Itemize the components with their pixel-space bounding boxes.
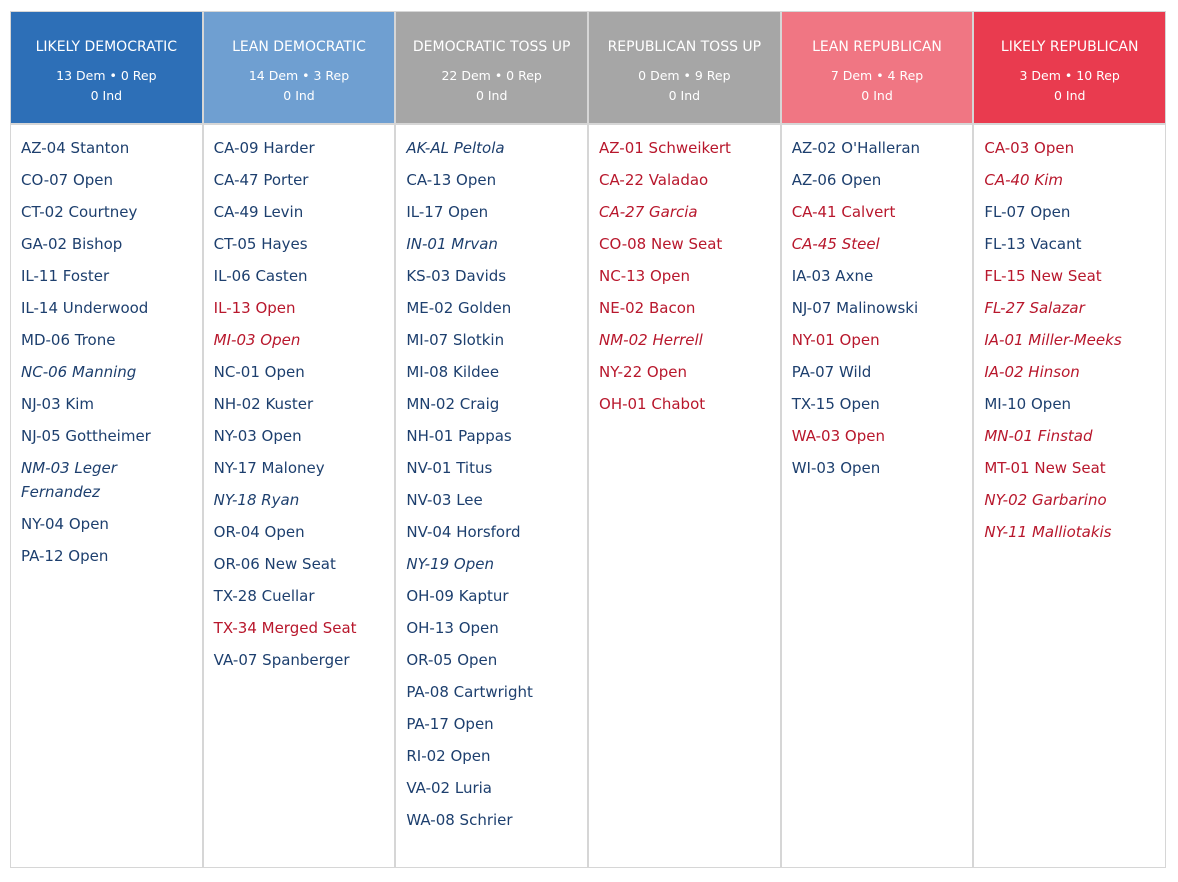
- column-democratic-toss-up: [396, 12, 589, 867]
- race-item: NC-01 Open: [213, 363, 305, 381]
- race-item: IL-06 Casten: [213, 267, 308, 285]
- race-item: IL-11 Foster: [21, 267, 110, 285]
- column-counts: 3 Dem • 10 Rep: [1019, 68, 1120, 83]
- column-title: LIKELY DEMOCRATIC: [35, 39, 178, 55]
- race-item: MI-07 Slotkin: [406, 331, 505, 349]
- race-item: VA-07 Spanberger: [213, 651, 350, 669]
- race-item: FL-27 Salazar: [984, 299, 1085, 317]
- column-title: LEAN DEMOCRATIC: [232, 39, 366, 55]
- race-item: NH-01 Pappas: [406, 427, 512, 445]
- race-item: CA-22 Valadao: [599, 171, 709, 189]
- column-title: REPUBLICAN TOSS UP: [607, 39, 762, 55]
- column-lean-democratic: [204, 12, 397, 867]
- race-item: NJ-05 Gottheimer: [21, 427, 151, 445]
- race-item: OR-05 Open: [406, 651, 498, 669]
- race-item: TX-34 Merged Seat: [213, 619, 357, 637]
- race-item: VA-02 Luria: [406, 779, 492, 797]
- race-item: AZ-01 Schweikert: [599, 139, 731, 157]
- race-item: NE-02 Bacon: [599, 299, 696, 317]
- race-item: NV-04 Horsford: [406, 523, 521, 541]
- race-item: MI-08 Kildee: [406, 363, 500, 381]
- column-header: [974, 12, 1165, 125]
- race-item: CT-05 Hayes: [213, 235, 308, 253]
- race-item: FL-07 Open: [984, 203, 1071, 221]
- race-item: CO-07 Open: [21, 171, 114, 189]
- column-counts: 0 Dem • 9 Rep: [638, 68, 731, 83]
- race-item: NC-13 Open: [599, 267, 691, 285]
- race-item: NV-01 Titus: [406, 459, 493, 477]
- race-item: WA-03 Open: [791, 427, 885, 445]
- race-item: OH-01 Chabot: [599, 395, 706, 413]
- race-item: AK-AL Peltola: [406, 139, 505, 157]
- race-item: IL-13 Open: [213, 299, 296, 317]
- race-item: WA-08 Schrier: [406, 811, 513, 829]
- race-item: NY-01 Open: [791, 331, 880, 349]
- race-item: PA-08 Cartwright: [406, 683, 533, 701]
- column-lean-republican: [782, 12, 975, 867]
- race-item: CA-45 Steel: [791, 235, 880, 253]
- race-item: MN-01 Finstad: [984, 427, 1093, 445]
- race-item: OR-04 Open: [213, 523, 305, 541]
- race-item: IL-17 Open: [406, 203, 489, 221]
- race-list: [204, 125, 395, 680]
- race-item: TX-15 Open: [791, 395, 880, 413]
- race-item: CA-47 Porter: [213, 171, 309, 189]
- race-item: PA-17 Open: [406, 715, 494, 733]
- column-title: LIKELY REPUBLICAN: [1000, 39, 1139, 55]
- race-item: NM-03 Leger Fernandez: [21, 459, 117, 501]
- race-item: NY-22 Open: [599, 363, 687, 381]
- column-counts: 14 Dem • 3 Rep: [248, 68, 350, 83]
- race-item: PA-12 Open: [21, 547, 109, 565]
- race-list: [782, 125, 973, 488]
- race-item: CA-49 Levin: [213, 203, 304, 221]
- column-likely-democratic: [11, 12, 204, 867]
- race-item: PA-07 Wild: [791, 363, 872, 381]
- column-header: [204, 12, 395, 125]
- race-list: [396, 125, 587, 840]
- race-item: AZ-02 O'Halleran: [791, 139, 921, 157]
- column-title: DEMOCRATIC TOSS UP: [412, 39, 571, 55]
- column-counts: 13 Dem • 0 Rep: [56, 68, 157, 83]
- race-item: OR-06 New Seat: [213, 555, 336, 573]
- race-item: OH-09 Kaptur: [406, 587, 509, 605]
- race-item: FL-13 Vacant: [984, 235, 1082, 253]
- race-item: CA-27 Garcia: [599, 203, 698, 221]
- race-item: NC-06 Manning: [21, 363, 137, 381]
- race-item: NV-03 Lee: [406, 491, 483, 509]
- race-item: MI-10 Open: [984, 395, 1072, 413]
- column-counts: 22 Dem • 0 Rep: [441, 68, 542, 83]
- race-item: NH-02 Kuster: [213, 395, 314, 413]
- race-list: [589, 125, 780, 424]
- race-item: WI-03 Open: [791, 459, 881, 477]
- race-item: NY-11 Malliotakis: [984, 523, 1112, 541]
- column-ind-count: 0 Ind: [1053, 88, 1086, 103]
- race-item: NY-17 Maloney: [213, 459, 325, 477]
- column-header: [396, 12, 587, 125]
- race-item: MT-01 New Seat: [984, 459, 1106, 477]
- column-header: [589, 12, 780, 125]
- race-item: MI-03 Open: [213, 331, 301, 349]
- column-ind-count: 0 Ind: [283, 88, 315, 103]
- race-list: [974, 125, 1165, 552]
- race-ratings-board: [10, 11, 1166, 868]
- race-item: KS-03 Davids: [406, 267, 507, 285]
- column-ind-count: 0 Ind: [90, 88, 123, 103]
- race-item: IA-03 Axne: [791, 267, 874, 285]
- column-counts: 7 Dem • 4 Rep: [830, 68, 924, 83]
- race-item: CO-08 New Seat: [599, 235, 723, 253]
- race-item: CA-40 Kim: [984, 171, 1063, 189]
- column-likely-republican: [974, 12, 1165, 867]
- race-item: AZ-06 Open: [791, 171, 882, 189]
- race-item: NY-02 Garbarino: [984, 491, 1107, 509]
- column-ind-count: 0 Ind: [668, 88, 701, 103]
- column-title: LEAN REPUBLICAN: [812, 39, 942, 55]
- race-list: [11, 125, 202, 576]
- race-item: ME-02 Golden: [406, 299, 512, 317]
- race-item: CA-41 Calvert: [791, 203, 896, 221]
- column-republican-toss-up: [589, 12, 782, 867]
- race-item: NJ-07 Malinowski: [791, 299, 919, 317]
- column-ind-count: 0 Ind: [475, 88, 508, 103]
- race-item: NY-04 Open: [21, 515, 109, 533]
- race-item: MN-02 Craig: [406, 395, 500, 413]
- race-item: IL-14 Underwood: [21, 299, 149, 317]
- race-item: IN-01 Mrvan: [406, 235, 498, 253]
- race-item: IA-01 Miller-Meeks: [984, 331, 1122, 349]
- race-item: IA-02 Hinson: [984, 363, 1080, 381]
- race-item: NM-02 Herrell: [599, 331, 703, 349]
- race-item: TX-28 Cuellar: [213, 587, 315, 605]
- race-item: NY-19 Open: [406, 555, 494, 573]
- race-item: CT-02 Courtney: [21, 203, 138, 221]
- race-item: GA-02 Bishop: [21, 235, 123, 253]
- column-ind-count: 0 Ind: [861, 88, 893, 103]
- race-item: CA-13 Open: [406, 171, 497, 189]
- column-header: [11, 12, 202, 125]
- race-item: OH-13 Open: [406, 619, 499, 637]
- race-item: NJ-03 Kim: [21, 395, 94, 413]
- race-item: CA-09 Harder: [213, 139, 315, 157]
- race-item: NY-18 Ryan: [213, 491, 300, 509]
- race-item: RI-02 Open: [406, 747, 491, 765]
- race-item: CA-03 Open: [984, 139, 1075, 157]
- column-header: [782, 12, 973, 125]
- race-item: MD-06 Trone: [21, 331, 116, 349]
- race-item: NY-03 Open: [213, 427, 302, 445]
- race-item: FL-15 New Seat: [984, 267, 1102, 285]
- race-item: AZ-04 Stanton: [21, 139, 130, 157]
